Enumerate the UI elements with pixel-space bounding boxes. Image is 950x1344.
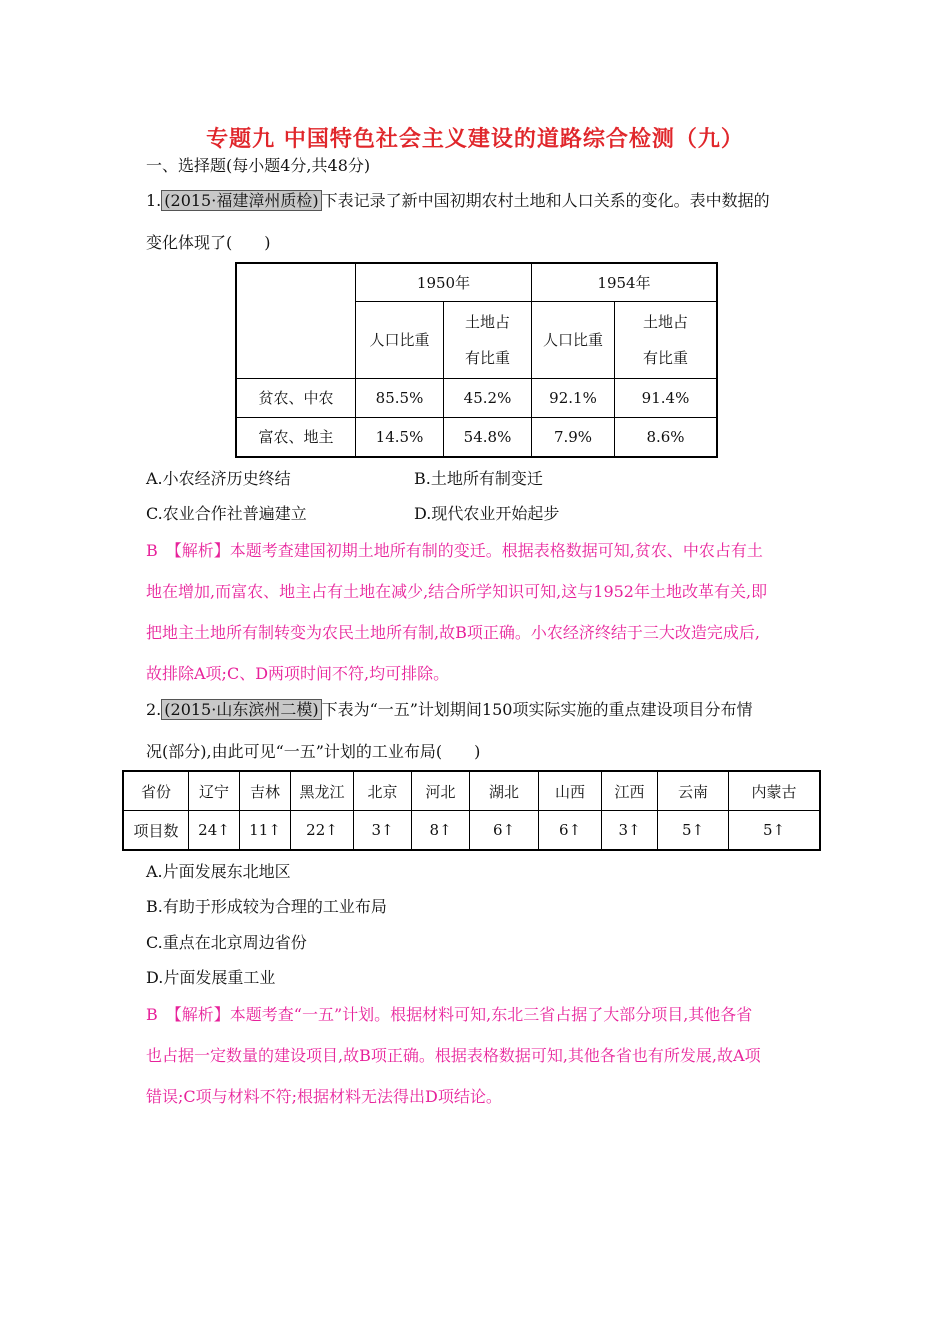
count-cell: 5↑ — [658, 811, 729, 851]
header-label: 省份 — [123, 771, 189, 811]
table-corner-cell — [236, 263, 356, 379]
q2-option-b: B.有助于形成较为合理的工业布局 — [146, 897, 387, 916]
q2-option-d: D.片面发展重工业 — [146, 968, 276, 987]
count-cell: 6↑ — [539, 811, 602, 851]
page-title: 专题九 中国特色社会主义建设的道路综合检测（九） — [206, 127, 744, 152]
table-cell: 54.8% — [444, 418, 532, 458]
table-cell: 92.1% — [532, 379, 615, 418]
count-cell: 11↑ — [240, 811, 291, 851]
q2-option-a: A.片面发展东北地区 — [146, 862, 291, 881]
q1-analysis-line: 地在增加,而富农、地主占有土地在减少,结合所学知识可知,这与1952年土地改革有关,即 — [146, 582, 768, 601]
q2-source-tag: (2015·山东滨州二模) — [161, 699, 321, 720]
count-cell: 8↑ — [412, 811, 470, 851]
q2-analysis-line: 错误;C项与材料不符;根据材料无法得出D项结论。 — [146, 1087, 502, 1106]
q1-option-a: A.小农经济历史终结 — [146, 469, 291, 488]
q1-analysis-line: 把地主土地所有制转变为农民土地所有制,故B项正确。小农经济终结于三大改造完成后, — [146, 623, 760, 642]
count-cell: 6↑ — [470, 811, 539, 851]
row-label: 富农、地主 — [236, 418, 356, 458]
count-cell: 3↑ — [602, 811, 658, 851]
q2-stem-line1 — [146, 697, 752, 720]
province-cell: 江西 — [602, 771, 658, 811]
year-header: 1950年 — [356, 263, 532, 302]
q1-option-b: B.土地所有制变迁 — [414, 469, 543, 488]
subheader-cell: 土地占 有比重 — [615, 302, 718, 379]
section-heading: 一、选择题(每小题4分,共48分) — [146, 156, 371, 175]
province-cell: 河北 — [412, 771, 470, 811]
province-cell: 内蒙古 — [729, 771, 821, 811]
count-cell: 3↑ — [354, 811, 412, 851]
table-cell: 91.4% — [615, 379, 718, 418]
year-header: 1954年 — [532, 263, 718, 302]
q2-text: 下表为“一五”计划期间150项实际实施的重点建设项目分布情 — [321, 700, 753, 719]
q1-analysis-line: 故排除A项;C、D两项时间不符,均可排除。 — [146, 664, 450, 683]
q1-text: 下表记录了新中国初期农村土地和人口关系的变化。表中数据的 — [321, 191, 770, 210]
q1-option-c: C.农业合作社普遍建立 — [146, 504, 307, 523]
province-cell: 黑龙江 — [291, 771, 354, 811]
land-population-table — [235, 262, 718, 458]
q2-number: 2. — [146, 700, 162, 719]
table-cell: 8.6% — [615, 418, 718, 458]
row-label: 项目数 — [123, 811, 189, 851]
q1-stem-line2: 变化体现了( ) — [146, 233, 271, 252]
row-label: 贫农、中农 — [236, 379, 356, 418]
q1-stem-line1 — [146, 188, 770, 211]
province-cell: 山西 — [539, 771, 602, 811]
q2-option-c: C.重点在北京周边省份 — [146, 933, 307, 952]
subheader-cell: 土地占 有比重 — [444, 302, 532, 379]
province-cell: 辽宁 — [189, 771, 240, 811]
q1-number: 1. — [146, 191, 162, 210]
projects-table — [122, 770, 821, 851]
table-cell: 14.5% — [356, 418, 444, 458]
subheader-cell: 人口比重 — [532, 302, 615, 379]
count-cell: 5↑ — [729, 811, 821, 851]
count-cell: 24↑ — [189, 811, 240, 851]
count-cell: 22↑ — [291, 811, 354, 851]
q2-stem-line2: 况(部分),由此可见“一五”计划的工业布局( ) — [146, 742, 481, 761]
province-cell: 湖北 — [470, 771, 539, 811]
q2-analysis-line: 也占据一定数量的建设项目,故B项正确。根据表格数据可知,其他各省也有所发展,故A项 — [146, 1046, 761, 1065]
table-cell: 45.2% — [444, 379, 532, 418]
province-cell: 云南 — [658, 771, 729, 811]
q1-analysis-line: B 【解析】本题考查建国初期土地所有制的变迁。根据表格数据可知,贫农、中农占有土 — [146, 541, 763, 560]
province-cell: 北京 — [354, 771, 412, 811]
table-cell: 85.5% — [356, 379, 444, 418]
q1-option-d: D.现代农业开始起步 — [414, 504, 560, 523]
subheader-cell: 人口比重 — [356, 302, 444, 379]
q1-source-tag: (2015·福建漳州质检) — [161, 190, 321, 211]
table-cell: 7.9% — [532, 418, 615, 458]
q2-analysis-line: B 【解析】本题考查“一五”计划。根据材料可知,东北三省占据了大部分项目,其他各省 — [146, 1005, 753, 1024]
province-cell: 吉林 — [240, 771, 291, 811]
